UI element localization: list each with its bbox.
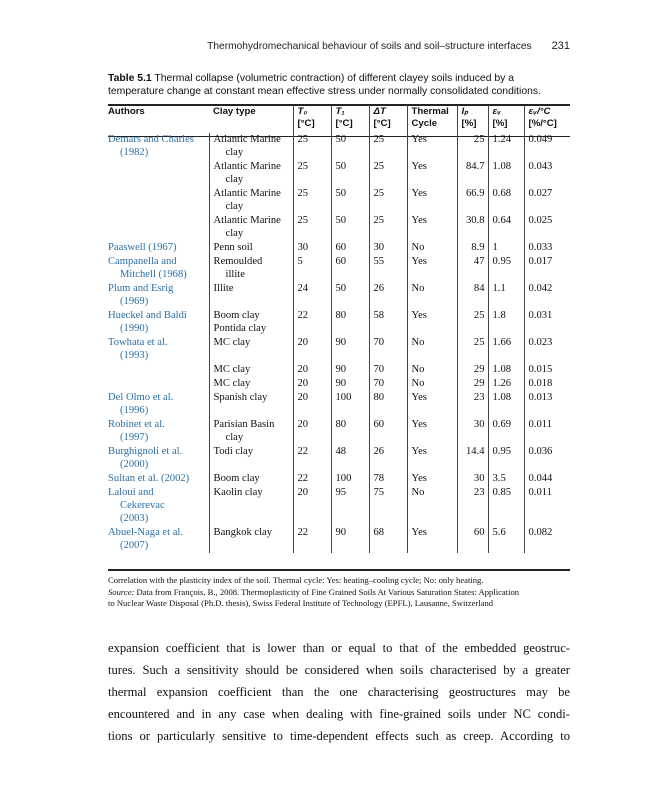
cell-ip: 25	[457, 336, 488, 363]
header-label: εᵥ/°C	[528, 106, 551, 117]
cell-clay-type	[209, 336, 293, 363]
cell-cycle: No	[407, 377, 457, 391]
cell-t0: 20	[293, 363, 331, 377]
column-header-delta-t	[369, 105, 407, 133]
cell-t0: 24	[293, 282, 331, 309]
body-line: tions or particularly sensitive to time-dependent effects such as creep. According to	[108, 729, 570, 743]
cell-dt: 25	[369, 133, 407, 160]
column-header-thermal-cycle	[407, 105, 457, 133]
cell-t1: 100	[331, 472, 369, 486]
clay-line: Spanish clay	[213, 392, 268, 403]
table-row	[108, 377, 570, 391]
header-label: εᵥ	[492, 106, 501, 117]
cell-clay-type	[209, 526, 293, 553]
column-header-ev-per-c	[524, 105, 570, 133]
cell-ev: 1.26	[488, 377, 524, 391]
cell-t1: 48	[331, 445, 369, 472]
cell-t0: 22	[293, 445, 331, 472]
clay-line: Atlantic Marine	[213, 188, 281, 199]
cell-dt: 70	[369, 377, 407, 391]
cell-t0: 25	[293, 187, 331, 214]
cell-evc: 0.049	[524, 133, 570, 160]
table-row	[108, 391, 570, 418]
cell-t0: 5	[293, 255, 331, 282]
cell-clay-type	[209, 255, 293, 282]
column-header-clay-type	[209, 105, 293, 133]
clay-line: Atlantic Marine	[213, 134, 281, 145]
cell-ev: 0.95	[488, 255, 524, 282]
author-line: (1982)	[120, 147, 149, 158]
header-unit: [%/°C]	[528, 118, 557, 129]
cell-clay-type	[209, 472, 293, 486]
cell-cycle: Yes	[407, 187, 457, 214]
header-label: ΔT	[373, 106, 386, 117]
cell-t1: 80	[331, 309, 369, 336]
cell-t0: 22	[293, 526, 331, 553]
cell-t0: 20	[293, 391, 331, 418]
cell-ev: 0.85	[488, 486, 524, 526]
header-unit: [°C]	[335, 118, 353, 129]
cell-cycle: No	[407, 282, 457, 309]
cell-clay-type	[209, 160, 293, 187]
table-label: Table 5.1	[108, 73, 152, 84]
cell-ip: 29	[457, 363, 488, 377]
cell-cycle: No	[407, 336, 457, 363]
cell-t0: 25	[293, 160, 331, 187]
clay-line: Todi clay	[213, 446, 254, 457]
cell-ip: 60	[457, 526, 488, 553]
cell-t1: 60	[331, 255, 369, 282]
clay-line: Boom clay	[213, 473, 260, 484]
table-row	[108, 214, 570, 241]
cell-ip: 8.9	[457, 241, 488, 255]
cell-ev: 1.08	[488, 391, 524, 418]
cell-cycle: Yes	[407, 391, 457, 418]
cell-evc: 0.018	[524, 377, 570, 391]
table-row	[108, 133, 570, 160]
cell-evc: 0.036	[524, 445, 570, 472]
clay-line: Boom clay	[213, 310, 260, 321]
cell-t0: 22	[293, 309, 331, 336]
cell-evc: 0.044	[524, 472, 570, 486]
cell-ev: 1.8	[488, 309, 524, 336]
cell-t1: 90	[331, 377, 369, 391]
cell-t1: 90	[331, 526, 369, 553]
cell-author	[108, 526, 209, 553]
clay-line: Kaolin clay	[213, 487, 263, 498]
cell-ev: 1.24	[488, 133, 524, 160]
author-line: Campanella and	[108, 256, 177, 267]
cell-ip: 84.7	[457, 160, 488, 187]
cell-cycle: No	[407, 486, 457, 526]
table-row	[108, 160, 570, 187]
body-line: thermal expansion coefficient than the one characterising geostructures may be	[108, 685, 570, 699]
clay-line: clay	[225, 201, 244, 212]
cell-dt: 70	[369, 363, 407, 377]
source-text-cont: to Nuclear Waste Disposal (Ph.D. thesis), Swiss Federal Institute of Technology (EPFL), Lausanne, Switzerland	[108, 598, 494, 608]
body-paragraph	[108, 637, 570, 747]
cell-t1: 50	[331, 282, 369, 309]
clay-line: clay	[225, 174, 244, 185]
cell-t0: 20	[293, 377, 331, 391]
clay-line: Illite	[213, 283, 234, 294]
clay-line: clay	[225, 228, 244, 239]
table-row	[108, 472, 570, 486]
cell-clay-type	[209, 377, 293, 391]
cell-dt: 25	[369, 160, 407, 187]
header-unit: [°C]	[373, 118, 391, 129]
cell-author	[108, 187, 209, 214]
cell-t1: 100	[331, 391, 369, 418]
table-notes	[108, 575, 570, 610]
body-line: tures. Such a sensitivity should be considered when soils characterised by a greater	[108, 663, 570, 677]
cell-author	[108, 336, 209, 363]
cell-t1: 50	[331, 187, 369, 214]
cell-author	[108, 391, 209, 418]
table-row	[108, 486, 570, 526]
column-header-t1	[331, 105, 369, 133]
cell-evc: 0.013	[524, 391, 570, 418]
cell-t0: 25	[293, 214, 331, 241]
author-line: Sultan et al. (2002)	[108, 473, 190, 484]
cell-clay-type	[209, 391, 293, 418]
cell-dt: 78	[369, 472, 407, 486]
clay-line: clay	[225, 432, 244, 443]
column-header-authors	[108, 105, 209, 133]
author-line: (1990)	[120, 323, 149, 334]
cell-author	[108, 486, 209, 526]
running-header	[110, 40, 570, 52]
cell-t0: 20	[293, 486, 331, 526]
cell-evc: 0.015	[524, 363, 570, 377]
table-row	[108, 282, 570, 309]
cell-clay-type	[209, 214, 293, 241]
header-label: T₁	[335, 106, 345, 117]
cell-cycle: No	[407, 363, 457, 377]
clay-line: Bangkok clay	[213, 527, 273, 538]
table-row	[108, 309, 570, 336]
clay-line: MC clay	[213, 378, 251, 389]
author-line: (1996)	[120, 405, 149, 416]
cell-t1: 50	[331, 160, 369, 187]
table-bottom-rule	[108, 569, 570, 571]
cell-t1: 60	[331, 241, 369, 255]
cell-t1: 90	[331, 336, 369, 363]
cell-evc: 0.042	[524, 282, 570, 309]
cell-dt: 30	[369, 241, 407, 255]
cell-ip: 66.9	[457, 187, 488, 214]
author-line: Robinet et al.	[108, 419, 165, 430]
author-line: (1993)	[120, 350, 149, 361]
author-line: Del Olmo et al.	[108, 392, 174, 403]
cell-t0: 20	[293, 418, 331, 445]
cell-ip: 25	[457, 133, 488, 160]
cell-author	[108, 160, 209, 187]
cell-author	[108, 309, 209, 336]
cell-evc: 0.011	[524, 418, 570, 445]
cell-clay-type	[209, 418, 293, 445]
cell-ip: 47	[457, 255, 488, 282]
table-row	[108, 418, 570, 445]
table-row	[108, 241, 570, 255]
cell-ev: 1.08	[488, 363, 524, 377]
cell-cycle: No	[407, 241, 457, 255]
cell-ip: 25	[457, 309, 488, 336]
cell-author	[108, 241, 209, 255]
header-label: Authors	[108, 106, 145, 117]
clay-line: illite	[225, 269, 245, 280]
cell-t1: 90	[331, 363, 369, 377]
cell-dt: 60	[369, 418, 407, 445]
cell-evc: 0.082	[524, 526, 570, 553]
cell-cycle: Yes	[407, 133, 457, 160]
cell-ev: 0.95	[488, 445, 524, 472]
author-line: Paaswell (1967)	[108, 242, 177, 253]
caption-line-1: Thermal collapse (volumetric contraction) of different clayey soils induced by a	[154, 73, 515, 84]
author-line: Towhata et al.	[108, 337, 168, 348]
cell-author	[108, 133, 209, 160]
cell-ip: 84	[457, 282, 488, 309]
cell-author	[108, 377, 209, 391]
author-line: Abuel-Naga et al.	[108, 527, 184, 538]
page-number: 231	[551, 40, 570, 52]
cell-clay-type	[209, 309, 293, 336]
author-line: (2007)	[120, 540, 149, 551]
cell-author	[108, 418, 209, 445]
table-row	[108, 445, 570, 472]
author-line: Plum and Esrig	[108, 283, 174, 294]
cell-author	[108, 282, 209, 309]
note-correlation: Correlation with the plasticity index of the soil. Thermal cycle: Yes: heating–cooling cycle; No: only heating.	[108, 575, 484, 585]
cell-evc: 0.023	[524, 336, 570, 363]
table-caption	[108, 72, 570, 98]
column-header-ev	[488, 105, 524, 133]
header-unit: Cycle	[411, 118, 438, 129]
cell-dt: 25	[369, 187, 407, 214]
cell-ev: 0.69	[488, 418, 524, 445]
cell-dt: 25	[369, 214, 407, 241]
column-header-ip	[457, 105, 488, 133]
cell-ev: 1.66	[488, 336, 524, 363]
author-line: (1997)	[120, 432, 149, 443]
cell-ev: 0.64	[488, 214, 524, 241]
cell-evc: 0.033	[524, 241, 570, 255]
cell-cycle: Yes	[407, 472, 457, 486]
cell-t0: 30	[293, 241, 331, 255]
clay-line: clay	[225, 147, 244, 158]
cell-cycle: Yes	[407, 214, 457, 241]
cell-evc: 0.017	[524, 255, 570, 282]
cell-ev: 3.5	[488, 472, 524, 486]
body-line: encountered and in any case when dealing with fine-grained soils under NC condi-	[108, 707, 570, 721]
header-row	[108, 105, 570, 133]
clay-line: Atlantic Marine	[213, 215, 281, 226]
cell-dt: 55	[369, 255, 407, 282]
cell-dt: 26	[369, 445, 407, 472]
cell-ip: 23	[457, 391, 488, 418]
caption-line-2: temperature change at constant mean effective stress under normally consolidated conditions.	[108, 86, 541, 97]
cell-author	[108, 363, 209, 377]
cell-t0: 25	[293, 133, 331, 160]
table-row	[108, 255, 570, 282]
cell-ip: 14.4	[457, 445, 488, 472]
header-unit: [°C]	[297, 118, 315, 129]
source-label: Source:	[108, 586, 135, 597]
running-title: Thermohydromechanical behaviour of soils and soil–structure interfaces	[207, 41, 532, 52]
cell-clay-type	[209, 133, 293, 160]
clay-line: Pontida clay	[213, 323, 267, 334]
cell-t0: 20	[293, 336, 331, 363]
author-line: Laloui and	[108, 487, 154, 498]
author-line: Cekerevac	[120, 500, 165, 511]
header-label: Clay type	[213, 106, 256, 117]
thermal-collapse-table	[108, 105, 570, 553]
table-row	[108, 187, 570, 214]
table-row	[108, 363, 570, 377]
cell-ip: 30	[457, 418, 488, 445]
cell-cycle: Yes	[407, 526, 457, 553]
cell-t0: 22	[293, 472, 331, 486]
cell-dt: 26	[369, 282, 407, 309]
cell-clay-type	[209, 282, 293, 309]
cell-clay-type	[209, 187, 293, 214]
cell-t1: 80	[331, 418, 369, 445]
table-header	[108, 105, 570, 133]
table-row	[108, 336, 570, 363]
cell-ip: 23	[457, 486, 488, 526]
cell-t1: 95	[331, 486, 369, 526]
cell-cycle: Yes	[407, 309, 457, 336]
body-line: expansion coefficient that is lower than or equal to that of the embedded geostruc-	[108, 641, 570, 655]
source-text: Data from François, B., 2008. Thermoplasticity of Fine Grained Soils At Various Saturation States: Application	[134, 586, 520, 597]
header-unit: [%]	[461, 118, 477, 129]
author-line: (2003)	[120, 513, 149, 524]
column-header-t0	[293, 105, 331, 133]
cell-t1: 50	[331, 214, 369, 241]
cell-dt: 80	[369, 391, 407, 418]
cell-evc: 0.027	[524, 187, 570, 214]
cell-cycle: Yes	[407, 160, 457, 187]
cell-dt: 75	[369, 486, 407, 526]
clay-line: Parisian Basin	[213, 419, 275, 430]
cell-author	[108, 214, 209, 241]
cell-dt: 68	[369, 526, 407, 553]
author-line: Hueckel and Baldi	[108, 310, 187, 321]
clay-line: MC clay	[213, 364, 251, 375]
cell-author	[108, 472, 209, 486]
clay-line: Atlantic Marine	[213, 161, 281, 172]
author-line: Demars and Charles	[108, 134, 194, 145]
header-unit: [%]	[492, 118, 508, 129]
cell-evc: 0.011	[524, 486, 570, 526]
cell-cycle: Yes	[407, 445, 457, 472]
cell-dt: 70	[369, 336, 407, 363]
clay-line: MC clay	[213, 337, 251, 348]
cell-evc: 0.043	[524, 160, 570, 187]
author-line: Burghignoli et al.	[108, 446, 183, 457]
cell-evc: 0.025	[524, 214, 570, 241]
clay-line: Remoulded	[213, 256, 263, 267]
cell-dt: 58	[369, 309, 407, 336]
cell-author	[108, 255, 209, 282]
cell-evc: 0.031	[524, 309, 570, 336]
clay-line: Penn soil	[213, 242, 253, 253]
cell-cycle: Yes	[407, 255, 457, 282]
author-line: (2000)	[120, 459, 149, 470]
header-label: Thermal	[411, 106, 449, 117]
cell-ev: 1.1	[488, 282, 524, 309]
author-line: (1969)	[120, 296, 149, 307]
cell-author	[108, 445, 209, 472]
cell-ev: 1	[488, 241, 524, 255]
cell-ev: 1.08	[488, 160, 524, 187]
header-label: T₀	[297, 106, 308, 117]
cell-t1: 50	[331, 133, 369, 160]
cell-clay-type	[209, 445, 293, 472]
cell-ip: 30.8	[457, 214, 488, 241]
cell-clay-type	[209, 241, 293, 255]
author-line: Mitchell (1968)	[120, 269, 187, 280]
cell-ip: 30	[457, 472, 488, 486]
table-body	[108, 133, 570, 553]
header-label: Iₚ	[461, 106, 469, 117]
cell-ev: 0.68	[488, 187, 524, 214]
cell-cycle: Yes	[407, 418, 457, 445]
cell-ev: 5.6	[488, 526, 524, 553]
table-row	[108, 526, 570, 553]
cell-clay-type	[209, 486, 293, 526]
cell-clay-type	[209, 363, 293, 377]
cell-ip: 29	[457, 377, 488, 391]
